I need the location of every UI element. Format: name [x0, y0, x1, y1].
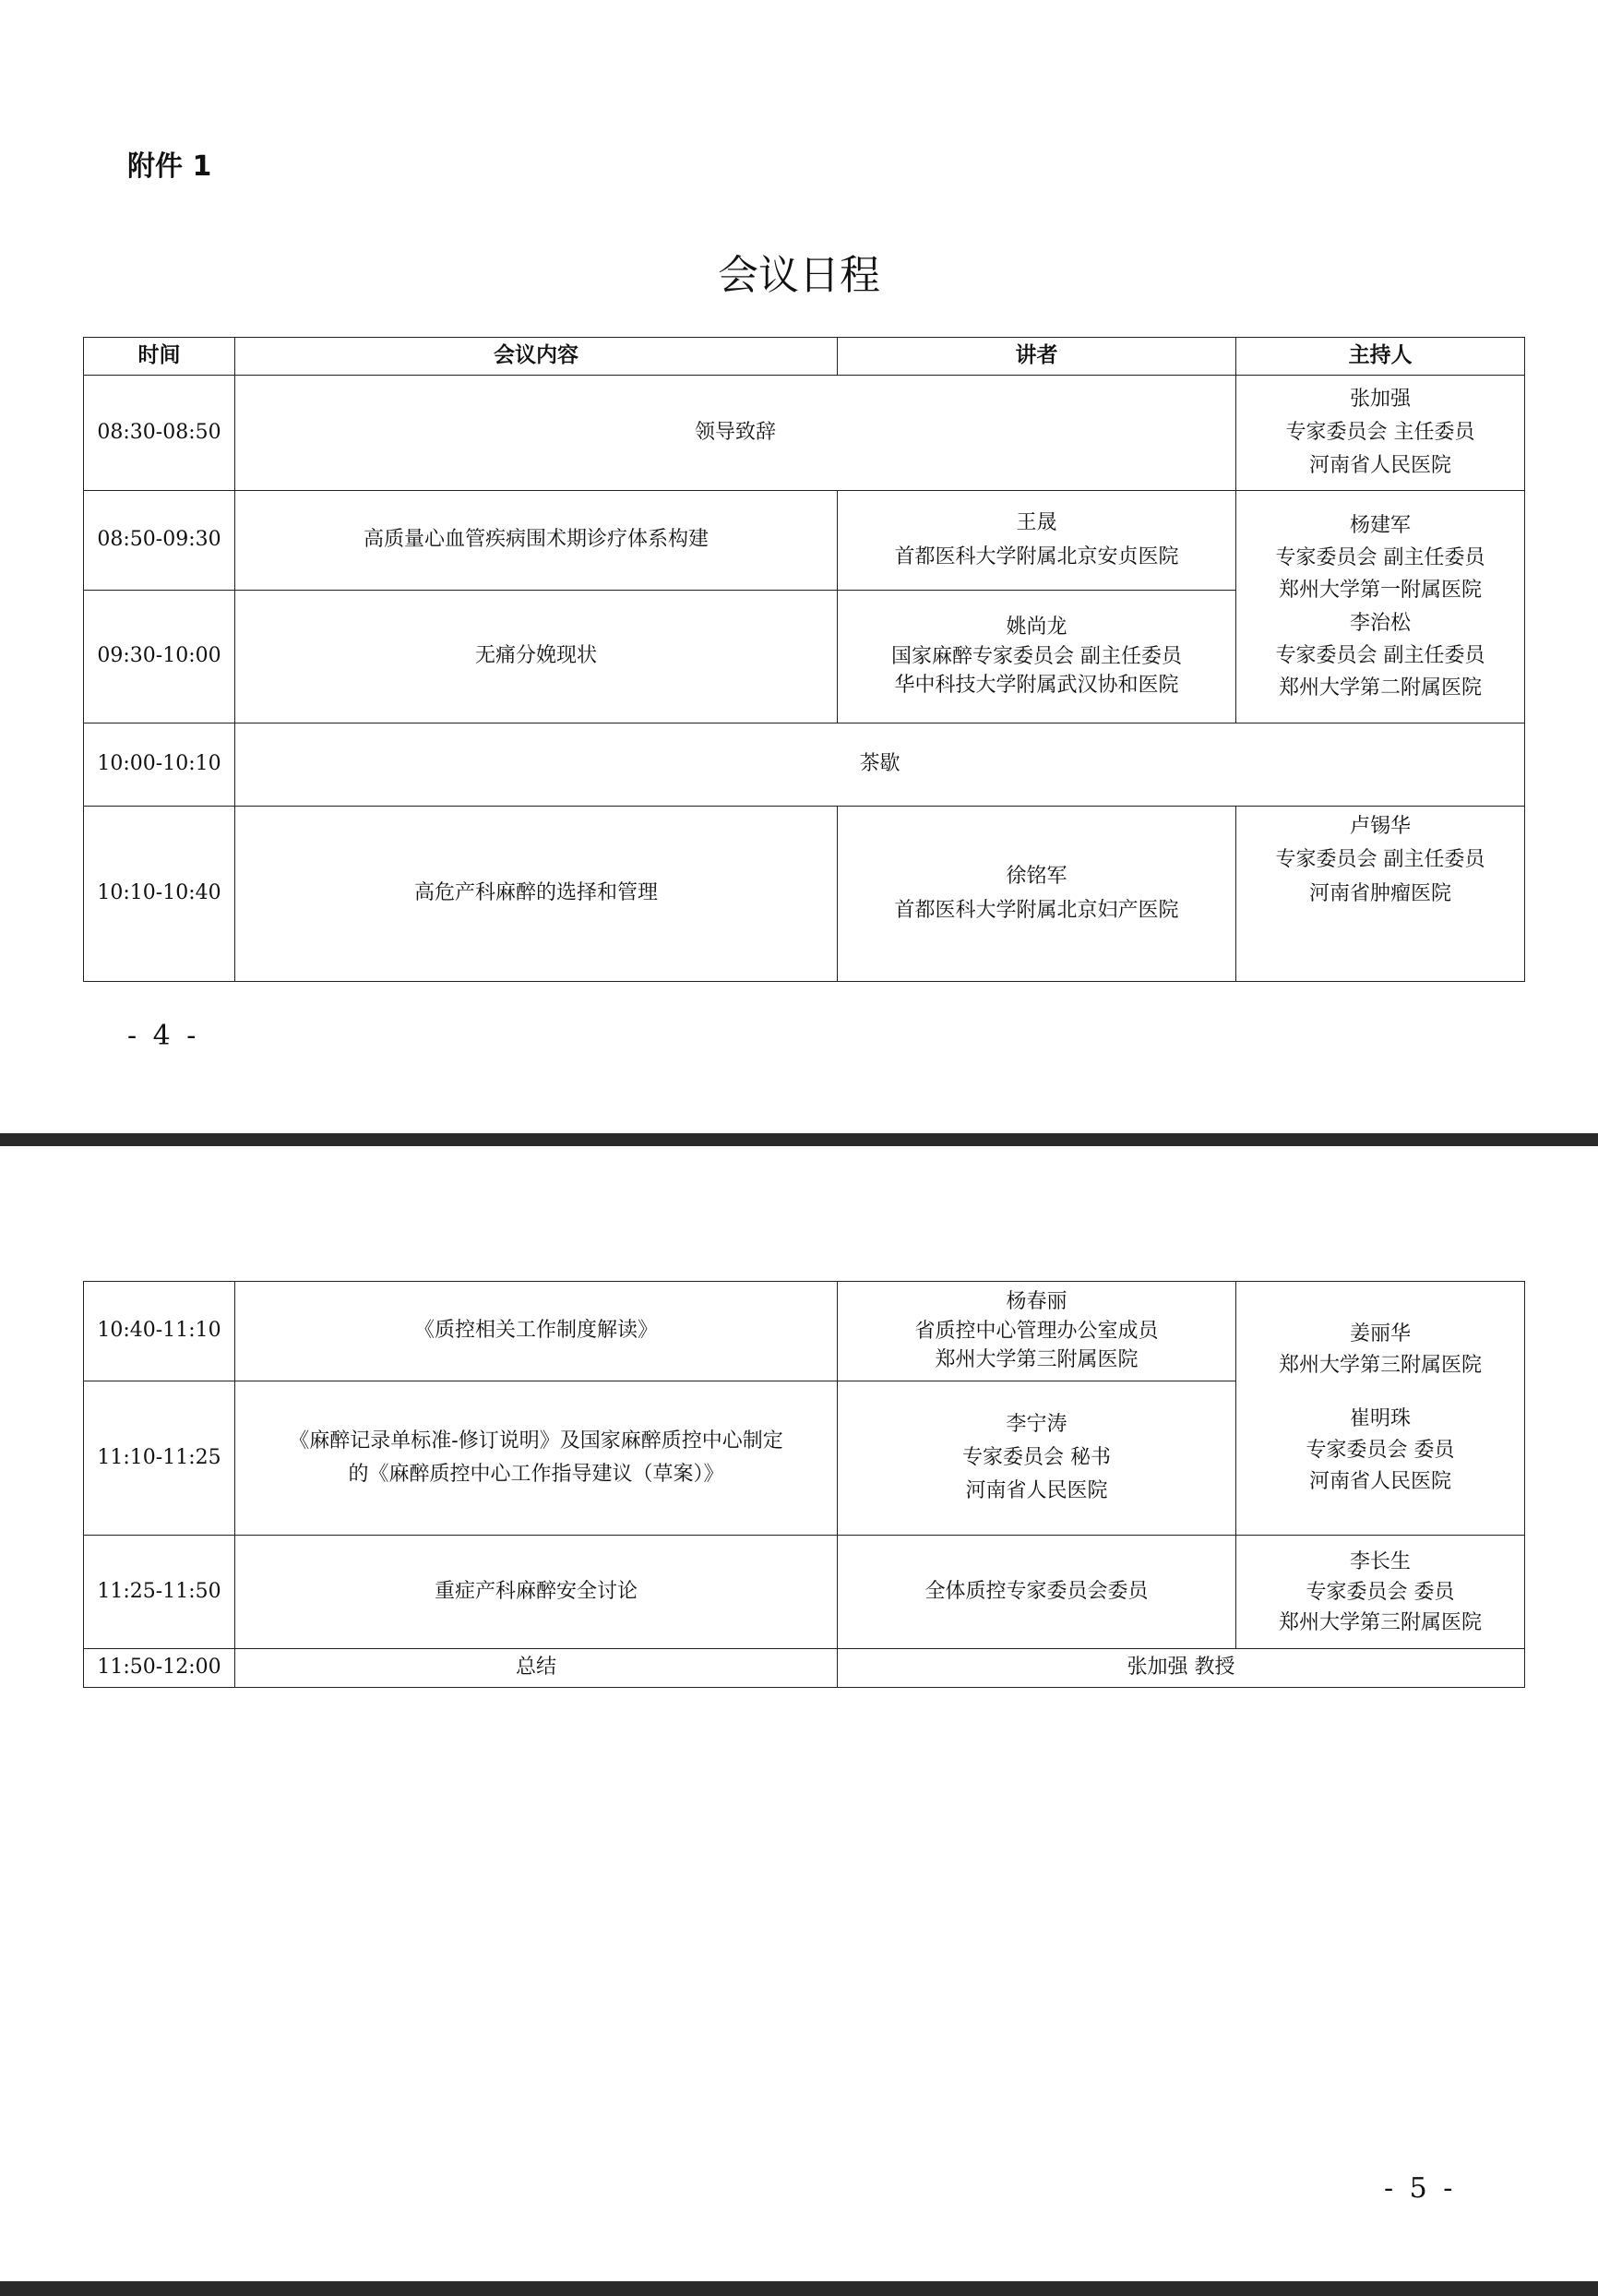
page-4 — [0, 0, 1598, 1133]
time-cell: 10:00-10:10 — [84, 723, 235, 807]
speaker-name: 杨春丽 — [1006, 1289, 1067, 1313]
speaker-name: 王晟 — [1016, 511, 1057, 535]
content-cell: 茶歇 — [235, 723, 1525, 807]
time-cell: 10:40-11:10 — [84, 1282, 235, 1381]
content-cell: 领导致辞 — [235, 376, 1236, 491]
speaker-cell — [838, 1282, 1236, 1381]
host-name: 姜丽华 — [1349, 1321, 1411, 1345]
content-cell: 重症产科麻醉安全讨论 — [235, 1536, 838, 1649]
table-row — [84, 491, 1525, 591]
speaker-name: 姚尚龙 — [1006, 615, 1067, 639]
header-time: 时间 — [84, 338, 235, 376]
content-line: 《麻醉记录单标准-修订说明》及国家麻醉质控中心制定 — [289, 1429, 783, 1453]
content-cell: 无痛分娩现状 — [235, 591, 838, 723]
header-host: 主持人 — [1236, 338, 1525, 376]
speaker-affiliation: 华中科技大学附属武汉协和医院 — [894, 674, 1179, 698]
content-cell — [235, 1381, 838, 1536]
speaker-name: 徐铭军 — [1006, 865, 1067, 889]
speaker-cell — [838, 1381, 1236, 1536]
schedule-table-page-4 — [83, 337, 1525, 982]
host-name: 崔明珠 — [1349, 1406, 1411, 1430]
host-spacer — [1242, 1381, 1519, 1404]
host-cell — [1236, 807, 1525, 982]
table-row — [84, 723, 1525, 807]
host-affiliation: 河南省人民医院 — [1308, 454, 1451, 478]
host-cell — [1236, 1282, 1525, 1536]
page-number: - 4 - — [127, 1020, 200, 1052]
host-name: 卢锡华 — [1349, 815, 1411, 838]
host-title: 专家委员会 委员 — [1306, 1439, 1455, 1463]
host-title: 专家委员会 主任委员 — [1285, 420, 1475, 444]
speaker-cell — [838, 591, 1236, 723]
host-name: 张加强 — [1349, 387, 1411, 411]
host-name: 李治松 — [1349, 611, 1411, 635]
host-cell — [1236, 1536, 1525, 1649]
host-title: 专家委员会 副主任委员 — [1275, 546, 1485, 570]
speaker-host-cell: 张加强 教授 — [838, 1649, 1525, 1688]
host-title: 专家委员会 副主任委员 — [1275, 643, 1485, 667]
header-content: 会议内容 — [235, 338, 838, 376]
page-5 — [0, 1146, 1598, 2281]
host-affiliation: 河南省人民医院 — [1308, 1470, 1451, 1494]
speaker-affiliation: 首都医科大学附属北京安贞医院 — [894, 544, 1179, 568]
page-separator — [0, 2281, 1598, 2296]
table-row — [84, 1282, 1525, 1381]
table-row — [84, 1649, 1525, 1688]
content-cell: 高危产科麻醉的选择和管理 — [235, 807, 838, 982]
time-cell: 11:25-11:50 — [84, 1536, 235, 1649]
content-cell: 高质量心血管疾病围术期诊疗体系构建 — [235, 491, 838, 591]
time-cell: 08:30-08:50 — [84, 376, 235, 491]
speaker-cell — [838, 491, 1236, 591]
speaker-title: 省质控中心管理办公室成员 — [914, 1319, 1159, 1343]
table-row — [84, 376, 1525, 491]
host-title: 专家委员会 副主任委员 — [1275, 848, 1485, 872]
page-title: 会议日程 — [718, 252, 880, 299]
speaker-title: 国家麻醉专家委员会 副主任委员 — [891, 644, 1182, 668]
attachment-label: 附件 1 — [127, 150, 212, 183]
content-line: 的《麻醉质控中心工作指导建议（草案）》 — [348, 1463, 724, 1486]
table-row — [84, 1536, 1525, 1649]
host-name: 李长生 — [1349, 1549, 1411, 1573]
host-affiliation: 郑州大学第三附属医院 — [1278, 1353, 1482, 1377]
speaker-name: 李宁涛 — [1006, 1412, 1067, 1436]
host-affiliation: 郑州大学第二附属医院 — [1278, 676, 1482, 700]
time-cell: 10:10-10:40 — [84, 807, 235, 982]
host-title: 专家委员会 委员 — [1306, 1580, 1455, 1604]
schedule-table-page-5 — [83, 1281, 1525, 1688]
table-header-row — [84, 338, 1525, 376]
speaker-cell — [838, 807, 1236, 982]
host-cell — [1236, 491, 1525, 723]
content-cell: 《质控相关工作制度解读》 — [235, 1282, 838, 1381]
speaker-affiliation: 首都医科大学附属北京妇产医院 — [894, 898, 1179, 922]
host-cell — [1236, 376, 1525, 491]
speaker-affiliation: 河南省人民医院 — [965, 1479, 1108, 1503]
speaker-cell: 全体质控专家委员会委员 — [838, 1536, 1236, 1649]
host-affiliation: 郑州大学第三附属医院 — [1278, 1610, 1482, 1634]
page-number: - 5 - — [1384, 2172, 1457, 2205]
time-cell: 11:10-11:25 — [84, 1381, 235, 1536]
host-affiliation: 郑州大学第一附属医院 — [1278, 579, 1482, 603]
page-separator — [0, 1133, 1598, 1146]
host-name: 杨建军 — [1349, 513, 1411, 537]
time-cell: 11:50-12:00 — [84, 1649, 235, 1688]
time-cell: 08:50-09:30 — [84, 491, 235, 591]
speaker-affiliation: 郑州大学第三附属医院 — [935, 1348, 1139, 1372]
header-speaker: 讲者 — [838, 338, 1236, 376]
time-cell: 09:30-10:00 — [84, 591, 235, 723]
speaker-title: 专家委员会 秘书 — [962, 1445, 1111, 1469]
content-cell: 总结 — [235, 1649, 838, 1688]
host-affiliation: 河南省肿瘤医院 — [1308, 881, 1451, 905]
table-row — [84, 807, 1525, 982]
